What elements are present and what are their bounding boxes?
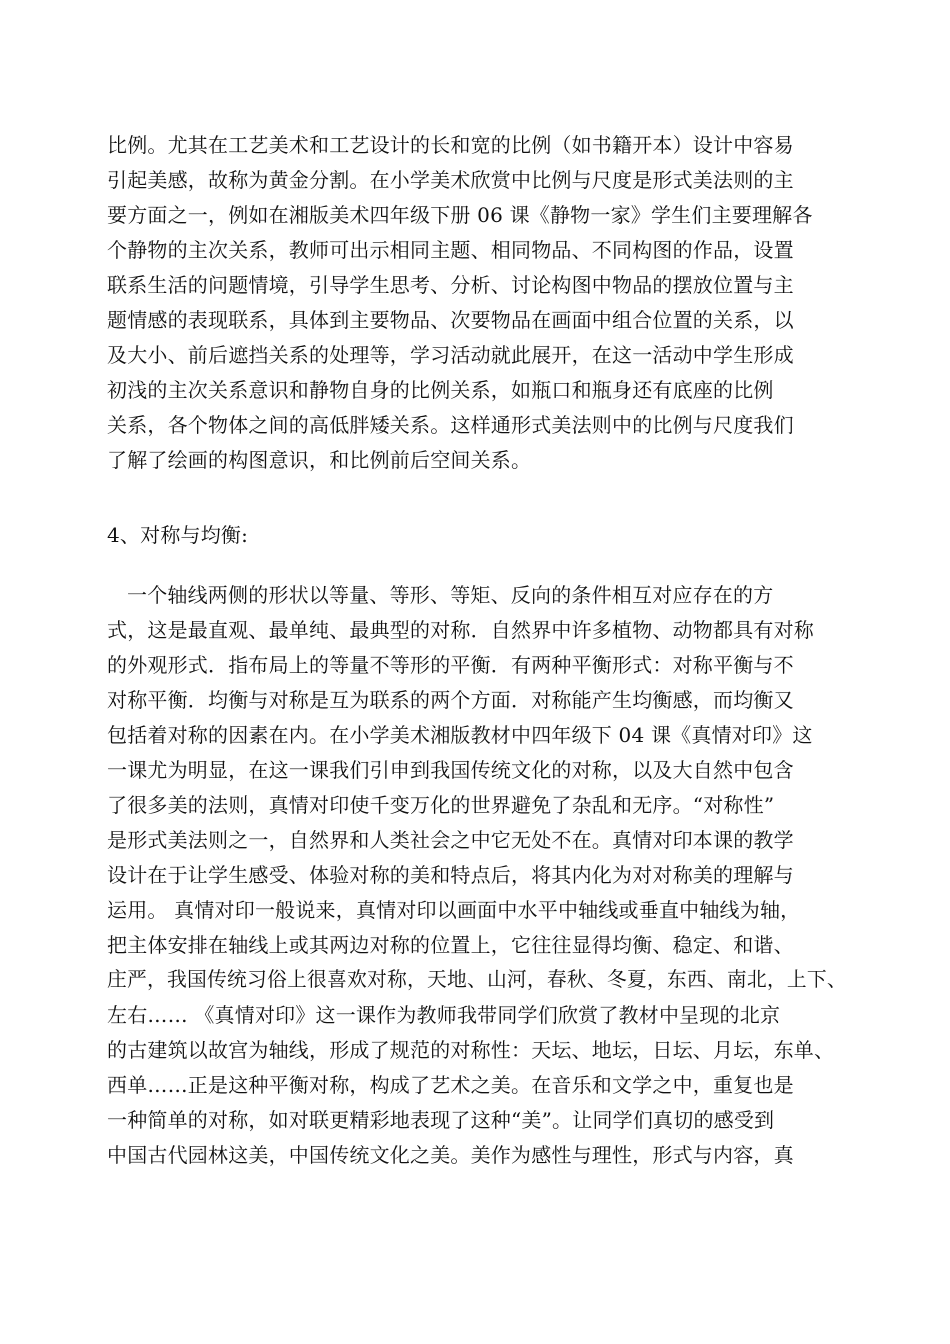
text-line: 引起美感，故称为黄金分割。在小学美术欣赏中比例与尺度是形式美法则的主 <box>107 168 794 192</box>
text-line: 包括着对称的因素在内。在小学美术湘版教材中四年级下 04 课《真情对印》这 <box>107 723 813 747</box>
text-line: 左右…… 《真情对印》这一课作为教师我带同学们欣赏了教材中呈现的北京 <box>107 1003 781 1027</box>
text-line: 题情感的表现联系，具体到主要物品、次要物品在画面中组合位置的关系，以 <box>107 308 794 332</box>
section-heading: 4、对称与均衡: <box>107 523 249 547</box>
text-line: 比例。尤其在工艺美术和工艺设计的长和宽的比例（如书籍开本）设计中容易 <box>107 133 794 157</box>
text-line: 的古建筑以故宫为轴线，形成了规范的对称性：天坛、地坛，日坛、月坛，东单、 <box>107 1038 835 1062</box>
text-line: 初浅的主次关系意识和静物自身的比例关系，如瓶口和瓶身还有底座的比例 <box>107 378 774 402</box>
text-line: 个静物的主次关系，教师可出示相同主题、相同物品、不同构图的作品，设置 <box>107 238 794 262</box>
text-line: 西单……正是这种平衡对称，构成了艺术之美。在音乐和文学之中，重复也是 <box>107 1073 794 1097</box>
text-line: 庄严，我国传统习俗上很喜欢对称，天地、山河，春秋、冬夏，东西、南北，上下、 <box>107 968 847 991</box>
text-line: 一课尤为明显，在这一课我们引申到我国传统文化的对称，以及大自然中包含 <box>107 758 794 782</box>
text-line: 把主体安排在轴线上或其两边对称的位置上，它往往显得均衡、稳定、和谐、 <box>107 933 794 957</box>
text-line: 设计在于让学生感受、体验对称的美和特点后，将其内化为对对称美的理解与 <box>107 863 794 887</box>
text-line: 一个轴线两侧的形状以等量、等形、等矩、反向的条件相互对应存在的方 <box>127 583 774 607</box>
text-line: 的外观形式．指布局上的等量不等形的平衡．有两种平衡形式：对称平衡与不 <box>107 653 794 677</box>
text-line: 中国古代园林这美，中国传统文化之美。美作为感性与理性，形式与内容，真 <box>107 1143 794 1167</box>
text-line: 运用。 真情对印一般说来，真情对印以画面中水平中轴线或垂直中轴线为轴， <box>107 898 801 922</box>
text-line: 要方面之一，例如在湘版美术四年级下册 06 课《静物一家》学生们主要理解各 <box>107 203 813 227</box>
text-line: 了解了绘画的构图意识，和比例前后空间关系。 <box>107 448 532 472</box>
text-line: 关系，各个物体之间的高低胖矮关系。这样通形式美法则中的比例与尺度我们 <box>107 413 794 437</box>
text-line: 是形式美法则之一，自然界和人类社会之中它无处不在。真情对印本课的教学 <box>107 828 794 852</box>
text-line: 一种简单的对称，如对联更精彩地表现了这种“美”。让同学们真切的感受到 <box>107 1108 775 1132</box>
text-line: 了很多美的法则，真情对印使千变万化的世界避免了杂乱和无序。“对称性” <box>107 793 775 817</box>
text-line: 式，这是最直观、最单纯、最典型的对称．自然界中许多植物、动物都具有对称 <box>107 618 814 642</box>
text-line: 对称平衡．均衡与对称是互为联系的两个方面．对称能产生均衡感，而均衡又 <box>107 688 794 712</box>
text-line: 及大小、前后遮挡关系的处理等，学习活动就此展开，在这一活动中学生形成 <box>107 343 794 367</box>
text-line: 联系生活的问题情境，引导学生思考、分析、讨论构图中物品的摆放位置与主 <box>107 273 794 297</box>
